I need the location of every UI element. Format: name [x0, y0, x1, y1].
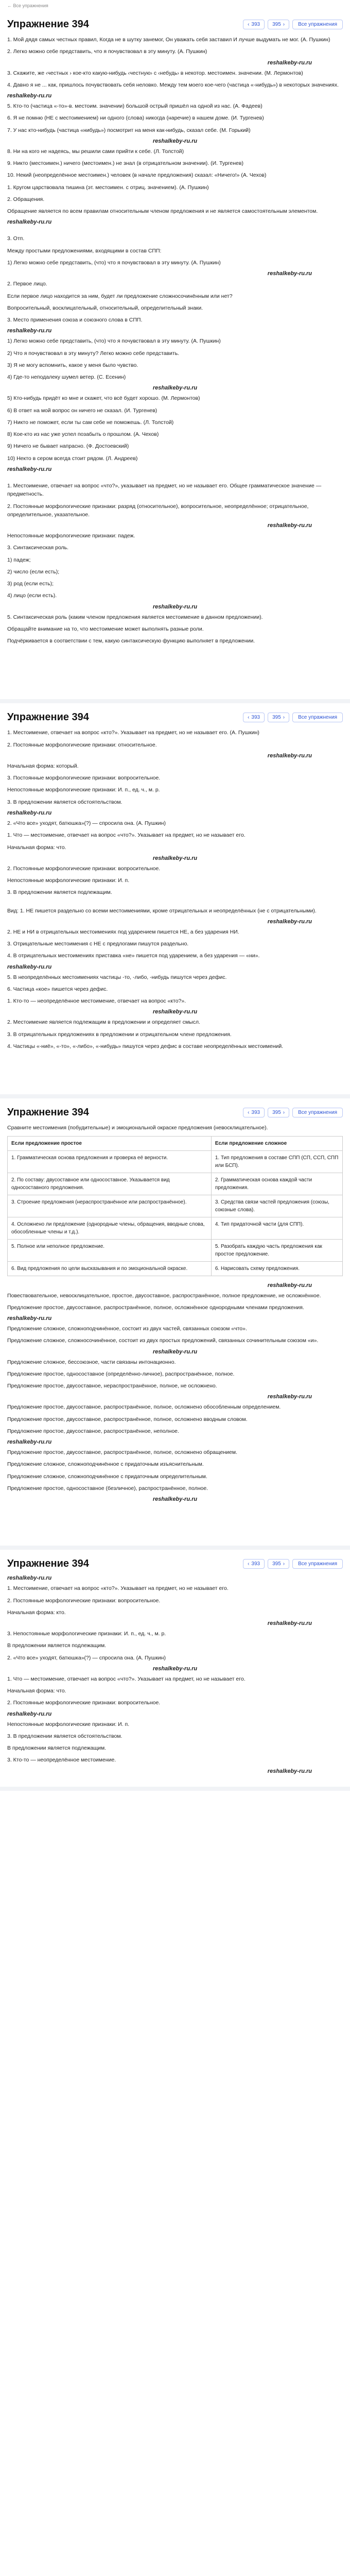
- watermark: reshalkeby-ru.ru: [267, 1768, 312, 1774]
- text-paragraph: 2. Постоянные морфологические признаки: вопросительное.: [7, 865, 161, 872]
- watermark: reshalkeby-ru.ru: [7, 810, 52, 817]
- chevron-left-icon: ‹: [248, 22, 250, 27]
- prev-button[interactable]: ‹ 393: [243, 1559, 265, 1569]
- text-paragraph: 8) Кое-кто из нас уже успел позабыть о прошлом. (А. Чехов): [7, 431, 159, 438]
- text-paragraph: Повествовательное, невосклицательное, простое, двусоставное, распространённое, полное предложение, не осложнённое.: [7, 1292, 321, 1299]
- section-header: [7, 1558, 343, 1570]
- text-paragraph: 5) Кто-нибудь придёт ко мне и скажет, что всё будет хорошо. (М. Лермонтов): [7, 395, 200, 402]
- table-cell: 3. Средства связи частей предложения (союзы, союзные слова).: [211, 1195, 342, 1217]
- all-exercises-button[interactable]: Все упражнения: [292, 20, 343, 29]
- text-paragraph: 1. Кто-то — неопределённое местоимение, отвечает на вопрос «кто?».: [7, 998, 186, 1005]
- text-paragraph: 1. Местоимение, отвечает на вопрос «кто?». Указывает на предмет, но не называет его. (А. Пушкин): [7, 730, 259, 736]
- watermark: reshalkeby-ru.ru: [7, 219, 52, 226]
- table-row: [8, 1173, 343, 1195]
- all-exercises-button[interactable]: Все упражнения: [292, 713, 343, 722]
- section-nav: [243, 20, 343, 29]
- watermark: reshalkeby-ru.ru: [152, 385, 198, 392]
- watermark: reshalkeby-ru.ru: [7, 328, 52, 334]
- text-paragraph: В предложении является подлежащим.: [7, 1642, 107, 1649]
- exercise-section-4: [0, 1550, 350, 1790]
- text-paragraph: 2. Обращения.: [7, 196, 45, 202]
- watermark: reshalkeby-ru.ru: [267, 752, 312, 759]
- table-cell: 5. Разобрать каждую часть предложения как простое предложение.: [211, 1239, 342, 1261]
- table-cell: 6. Вид предложения по цели высказывания и по эмоциональной окраске.: [8, 1261, 212, 1276]
- next-button[interactable]: 395 ›: [268, 713, 289, 722]
- watermark: reshalkeby-ru.ru: [7, 1575, 52, 1582]
- text-paragraph: Начальная форма: что.: [7, 844, 66, 851]
- text-paragraph: Предложение простое, двусоставное, распространённое, полное, осложнено обращением.: [7, 1449, 237, 1456]
- text-paragraph: 3. В предложении является подлежащим.: [7, 889, 112, 896]
- text-paragraph: 8. Ни на кого не надеясь, мы решили сами прийти к себе. (Л. Толстой): [7, 148, 184, 155]
- back-link[interactable]: ← Все упражнения: [7, 3, 48, 8]
- chevron-left-icon: ‹: [248, 715, 250, 721]
- table-row: [8, 1195, 343, 1217]
- prev-button[interactable]: ‹ 393: [243, 713, 265, 722]
- text-paragraph: 2) число (если есть);: [7, 568, 60, 575]
- watermark: reshalkeby-ru.ru: [267, 522, 312, 529]
- text-paragraph: 6. Частица «кое» пишется через дефис.: [7, 986, 108, 992]
- table-header-row: [8, 1136, 343, 1150]
- text-paragraph: Предложение сложное, сложноподчинённое с придаточным изъяснительным.: [7, 1461, 204, 1468]
- text-paragraph: Если первое лицо находится за ним, будет ли предложение сложносочинённым или нет?: [7, 293, 233, 299]
- next-button[interactable]: 395 ›: [268, 1108, 289, 1117]
- text-paragraph: 2. Местоимение является подлежащим в предложении и определяет смысл.: [7, 1019, 200, 1026]
- text-paragraph: Начальная форма: кто.: [7, 1609, 66, 1616]
- table-cell: 5. Полное или неполное предложение.: [8, 1239, 212, 1261]
- table-row: [8, 1261, 343, 1276]
- text-paragraph: 4) лицо (если есть).: [7, 592, 57, 599]
- chevron-right-icon: ›: [283, 715, 285, 721]
- parsing-table: [7, 1136, 343, 1276]
- table-row: [8, 1239, 343, 1261]
- next-button[interactable]: 395 ›: [268, 20, 289, 29]
- text-paragraph: Предложение сложное, сложноподчинённое, состоит из двух частей, связанных союзом «что».: [7, 1326, 247, 1332]
- section-nav: [243, 713, 343, 722]
- text-paragraph: 2. «Что все» уходят, батюшка»(?) — спросила она. (А. Пушкин): [7, 1654, 166, 1661]
- intro-text: Сравните местоимения (побудительные) и эмоциональной окраске предложения (невосклицательное).: [7, 1125, 268, 1131]
- chevron-right-icon: ›: [283, 1110, 285, 1116]
- exercise-section-1: [0, 10, 350, 703]
- text-paragraph: 3. В предложении является обстоятельством.: [7, 1733, 122, 1739]
- text-paragraph: 1) падеж;: [7, 556, 31, 563]
- table-cell: 4. Осложнено ли предложение (однородные члены, обращения, вводные слова, обособленные члены и т.д.).: [8, 1217, 212, 1239]
- text-paragraph: 3. В отрицательных предложениях в предложении и отрицательном члене предложения.: [7, 1031, 232, 1038]
- text-paragraph: Обращайте внимание на то, что местоимение может выполнять разные роли.: [7, 625, 204, 632]
- text-paragraph: 3. Отрицательные местоимения с НЕ с предлогами пишутся раздельно.: [7, 941, 189, 947]
- text-paragraph: Обращение является по всем правилам относительным членом предложения и не является самостоятельным элементом.: [7, 208, 318, 215]
- table-cell: 6. Нарисовать схему предложения.: [211, 1261, 342, 1276]
- text-paragraph: 3) Я не могу вспомнить, какое у меня было чувство.: [7, 362, 138, 368]
- text-paragraph: 5. Синтаксическая роль (каким членом предложения является местоимение в данном предложении).: [7, 614, 263, 620]
- text-paragraph: В предложении является подлежащим.: [7, 1745, 107, 1752]
- section-header: [7, 1107, 343, 1118]
- watermark: reshalkeby-ru.ru: [7, 466, 52, 472]
- text-paragraph: 3) род (если есть);: [7, 581, 54, 587]
- watermark: reshalkeby-ru.ru: [267, 918, 312, 925]
- text-paragraph: Предложение сложное, сложноподчинённое с придаточным определительным.: [7, 1473, 207, 1480]
- chevron-right-icon: ›: [283, 22, 285, 27]
- text-paragraph: 7. У нас кто-нибудь (частица «нибудь») посмотрит на меня как-нибудь, сказал себе. (М. Горький): [7, 127, 251, 133]
- text-paragraph: 1. Кругом царствовала тишина (эт. местоимен. с отриц. значением). (А. Пушкин): [7, 184, 209, 191]
- text-paragraph: Вопросительный, восклицательный, относительный, определительный знаки.: [7, 304, 203, 311]
- text-paragraph: 2. Легко можно себе представить, что я почувствовал в эту минуту. (А. Пушкин): [7, 48, 207, 55]
- text-paragraph: 3. Непостоянные морфологические признаки: И. п., ед. ч., м. р.: [7, 1631, 166, 1637]
- watermark: reshalkeby-ru.ru: [267, 1394, 312, 1400]
- text-paragraph: 2. Постоянные морфологические признаки: разряд (относительное), вопросительное, неопределённое; отрицательное, определительное, указательное.: [7, 503, 309, 518]
- table-cell: 4. Тип придаточной части (для СПП).: [211, 1217, 342, 1239]
- text-paragraph: 3. Кто-то — неопределённое местоимение.: [7, 1757, 116, 1764]
- prev-button[interactable]: ‹ 393: [243, 1108, 265, 1117]
- watermark: reshalkeby-ru.ru: [267, 270, 312, 277]
- text-paragraph: 4. В отрицательных местоимениях приставка «не» пишется под ударением, а без ударения — «ни».: [7, 953, 260, 959]
- text-paragraph: 6) В ответ на мой вопрос он ничего не сказал. (И. Тургенев): [7, 407, 157, 414]
- text-paragraph: 9) Ничего не бывает напрасно. (Ф. Достоевский): [7, 443, 129, 450]
- text-paragraph: 2. Постоянные морфологические признаки: вопросительное.: [7, 1700, 161, 1706]
- watermark: reshalkeby-ru.ru: [267, 59, 312, 66]
- section-title: Упражнение 394: [7, 711, 89, 723]
- text-paragraph: Предложение простое, двусоставное, распространённое, полное, осложнённое однородными членами предложения.: [7, 1304, 304, 1311]
- text-paragraph: 2. «Что все» уходят, батюшка»(?) — спросила она. (А. Пушкин): [7, 820, 166, 827]
- text-paragraph: Непостоянные морфологические признаки: И. п.: [7, 1721, 130, 1727]
- text-paragraph: 5. Кто-то (частица «-то»-в. местоим. значении) большой острый пришёл на одной из нас. (А. Фадеев): [7, 103, 262, 110]
- exercise-section-3: [0, 1098, 350, 1550]
- table-row: [8, 1150, 343, 1173]
- watermark: reshalkeby-ru.ru: [152, 1665, 198, 1672]
- table-cell: 3. Строение предложения (нераспространённое или распространённое).: [8, 1195, 212, 1217]
- text-paragraph: 7) Никто не поможет, если ты сам себе не поможешь. (Л. Толстой): [7, 419, 174, 426]
- text-paragraph: 1. Что — местоимение, отвечает на вопрос «что?». Указывает на предмет, но не называет его.: [7, 1675, 246, 1682]
- watermark: reshalkeby-ru.ru: [267, 1282, 312, 1289]
- text-paragraph: Предложение простое, двусоставное, нераспространённое, полное, не осложнено.: [7, 1383, 217, 1389]
- watermark: reshalkeby-ru.ru: [7, 1439, 52, 1446]
- watermark: reshalkeby-ru.ru: [267, 1620, 312, 1627]
- text-paragraph: 1. Что — местоимение, отвечает на вопрос «что?». Указывает на предмет, но не называет его.: [7, 832, 246, 839]
- text-paragraph: Непостоянные морфологические признаки: И. п.: [7, 877, 130, 884]
- table-header-cell: Если предложение сложное: [211, 1136, 342, 1150]
- section-header: [7, 711, 343, 723]
- watermark: reshalkeby-ru.ru: [7, 1710, 52, 1717]
- text-paragraph: Предложение простое, односоставное (безличное), распространённое, полное.: [7, 1485, 208, 1492]
- text-paragraph: 1) Легко можно себе представить, (что) что я почувствовал в эту минуту. (А. Пушкин): [7, 338, 221, 345]
- table-cell: 2. По составу: двусоставное или односоставное. Указывается вид односоставного предложения.: [8, 1173, 212, 1195]
- table-cell: 2. Грамматическая основа каждой части предложения.: [211, 1173, 342, 1195]
- text-paragraph: 9. Никто (местоимен.) ничего (местоимен.) не знал (в отрицательном значении). (И. Тургенев): [7, 160, 243, 167]
- watermark: reshalkeby-ru.ru: [152, 603, 198, 610]
- text-paragraph: Предложение сложное, сложносочинённое, состоит из двух простых предложений, связанных сочинительным союзом «и».: [7, 1337, 319, 1344]
- text-paragraph: 2. Первое лицо.: [7, 281, 47, 287]
- text-paragraph: Предложение сложное, бессоюзное, части связаны интонационно.: [7, 1359, 176, 1365]
- text-paragraph: Между простыми предложениями, входящими в состав СПП:: [7, 247, 162, 254]
- text-paragraph: 1. Местоимение, отвечает на вопрос «кто?». Указывает на предмет, но не называет его.: [7, 1585, 229, 1592]
- text-paragraph: 3. Место применения союза и союзного слова в СПП.: [7, 317, 143, 324]
- section-header: [7, 19, 343, 30]
- all-exercises-button[interactable]: Все упражнения: [292, 1559, 343, 1569]
- watermark: reshalkeby-ru.ru: [152, 138, 198, 144]
- watermark: reshalkeby-ru.ru: [7, 93, 52, 99]
- text-paragraph: 6. Я не помню (НЕ с местоимением) ни одного (слова) никогда (наречие) в нашем доме. (И. Тургенев): [7, 115, 264, 122]
- text-paragraph: Непостоянные морфологические признаки: падеж.: [7, 533, 135, 539]
- text-paragraph: 3. Скажите, же ‹честных › кое-кто какую-нибудь ‹честную› с ‹небудь› в некотор. местоимен. значении. (М. Лермонтов): [7, 70, 303, 76]
- watermark: reshalkeby-ru.ru: [152, 1496, 198, 1503]
- text-paragraph: 3. Постоянные морфологические признаки: вопросительное.: [7, 775, 161, 782]
- table-cell: 1. Тип предложения в составе СПП (СП, ССП, СПП или БСП).: [211, 1150, 342, 1173]
- text-paragraph: 10. Некий (неопределённое местоимен.) человек (в начале предложения) сказал: «Ничего!» (А. Чехов): [7, 172, 267, 179]
- text-paragraph: 2. Постоянные морфологические признаки: относительное.: [7, 741, 157, 748]
- section-nav: [243, 1559, 343, 1569]
- all-exercises-button[interactable]: Все упражнения: [292, 1108, 343, 1117]
- chevron-right-icon: ›: [283, 1561, 285, 1567]
- prev-button[interactable]: ‹ 393: [243, 20, 265, 29]
- text-paragraph: 2) Что я почувствовал в эту минуту? Легко можно себе представить.: [7, 350, 180, 357]
- table-header-cell: Если предложение простое: [8, 1136, 212, 1150]
- text-paragraph: 10) Некто в сером всегда стоит рядом. (Л. Андреев): [7, 455, 138, 462]
- table-row: [8, 1217, 343, 1239]
- section-title: Упражнение 394: [7, 1107, 89, 1118]
- watermark: reshalkeby-ru.ru: [7, 963, 52, 970]
- text-paragraph: 5. В неопределённых местоимениях частицы -то, -либо, -нибудь пишутся через дефис.: [7, 974, 227, 980]
- section-title: Упражнение 394: [7, 1558, 89, 1570]
- table-cell: 1. Грамматическая основа предложения и проверка её верности.: [8, 1150, 212, 1173]
- text-paragraph: 4. Частицы «-ниё», «-то», «-либо», «-нибудь» пишутся через дефис в составе неопределённых местоимений.: [7, 1043, 284, 1049]
- watermark: reshalkeby-ru.ru: [152, 855, 198, 861]
- text-paragraph: Предложение простое, двусоставное, распространённое, полное, осложнено вводным словом.: [7, 1416, 248, 1422]
- text-paragraph: 1. Местоимение, отвечает на вопрос «что?», указывает на предмет, но не называет его. Общее грамматическое значение — предметность.: [7, 482, 322, 498]
- text-paragraph: 1. Мой дядя самых честных правил, Когда не в шутку занемог, Он уважать себя заставил И лучше выдумать не мог. (А. Пушкин): [7, 37, 330, 43]
- text-paragraph: Предложение простое, двусоставное, распространённое, неполное.: [7, 1428, 179, 1434]
- text-paragraph: 2. Постоянные морфологические признаки: вопросительное.: [7, 1597, 161, 1604]
- next-button[interactable]: 395 ›: [268, 1559, 289, 1569]
- text-paragraph: Непостоянные морфологические признаки: И. п., ед. ч., м. р.: [7, 787, 160, 793]
- chevron-left-icon: ‹: [248, 1110, 250, 1116]
- text-paragraph: 2. НЕ и НИ в отрицательных местоимениях под ударением пишется НЕ, а без ударения НИ.: [7, 928, 239, 935]
- text-paragraph: 3. Синтаксическая роль.: [7, 545, 69, 551]
- text-paragraph: 4) Где-то неподалеку шумел ветер. (С. Есенин): [7, 374, 126, 381]
- text-paragraph: Начальная форма: что.: [7, 1688, 66, 1694]
- exercise-section-2: [0, 703, 350, 1098]
- text-paragraph: 1) Легко можно себе представить, (что) что я почувствовал в эту минуту. (А. Пушкин): [7, 259, 221, 266]
- watermark: reshalkeby-ru.ru: [152, 1348, 198, 1355]
- text-paragraph: Начальная форма: который.: [7, 762, 79, 769]
- chevron-left-icon: ‹: [248, 1561, 250, 1567]
- section-title: Упражнение 394: [7, 19, 89, 30]
- text-paragraph: 4. Давно я не ... как, пришлось почувствовать себя неловко. Между тем моего кое-чего (частица «-нибудь») в некоторых значениях.: [7, 81, 339, 88]
- text-paragraph: Подчёркивается в соответствии с тем, какую синтаксическую функцию выполняет в предложении.: [7, 638, 255, 645]
- text-paragraph: Предложение простое, двусоставное, распространённое, полное, осложнено обособленным определением.: [7, 1404, 281, 1411]
- text-paragraph: Вид: 1. НЕ пишется раздельно со всеми местоимениями, кроме отрицательных и неопределённых (не с отрицательными).: [7, 907, 317, 914]
- text-paragraph: Предложение простое, односоставное (определённо-личное), распространённое, полное.: [7, 1370, 235, 1377]
- watermark: reshalkeby-ru.ru: [7, 1315, 52, 1322]
- text-paragraph: 3. В предложении является обстоятельством.: [7, 799, 122, 805]
- section-nav: [243, 1108, 343, 1117]
- text-paragraph: 3. Отп.: [7, 235, 25, 242]
- watermark: reshalkeby-ru.ru: [152, 1009, 198, 1015]
